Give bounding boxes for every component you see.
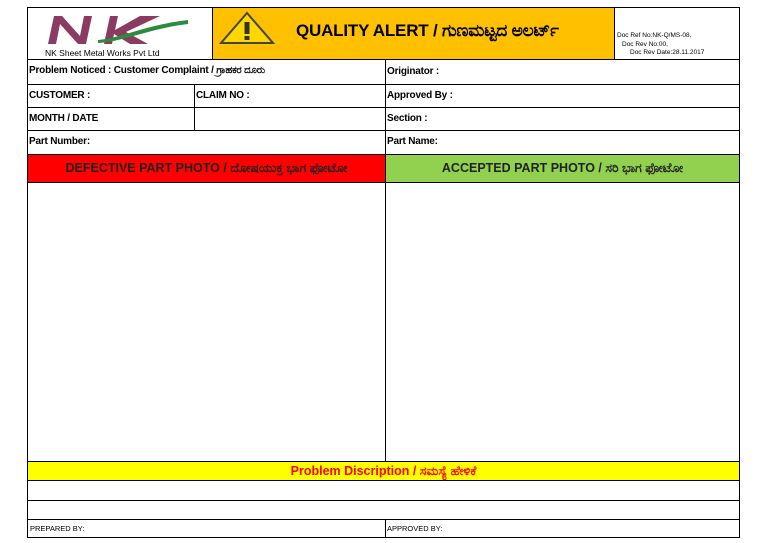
- originator-label: Originator :: [387, 66, 440, 77]
- prepared-by-label: PREPARED BY:: [30, 524, 85, 533]
- month-date-label: MONTH / DATE: [29, 113, 99, 124]
- defective-photo-label: DEFECTIVE PART PHOTO / ದೋಷಯುಕ್ತ ಭಾಗ ಫೋಟೋ: [65, 161, 348, 175]
- section-label: Section :: [387, 113, 428, 124]
- problem-description-line-1[interactable]: [28, 481, 739, 500]
- problem-description-line-2[interactable]: [28, 501, 739, 519]
- doc-rev-date: Doc Rev Date:28.11.2017: [630, 49, 705, 56]
- problem-noticed-label: Problem Noticed : Customer Complaint / ಗ್ರಾಹಕರ ದೂರು: [29, 65, 266, 76]
- customer-label: CUSTOMER :: [29, 90, 91, 101]
- part-name-label: Part Name:: [387, 136, 438, 147]
- approved-by-label: Approved By :: [387, 90, 453, 101]
- doc-rev-no: Doc Rev No:00,: [622, 41, 668, 48]
- claim-no-label: CLAIM NO :: [196, 90, 250, 101]
- footer-approved-by-label: APPROVED BY:: [387, 524, 443, 533]
- company-name: NK Sheet Metal Works Pvt Ltd: [45, 48, 160, 58]
- defective-photo-area[interactable]: [28, 183, 385, 461]
- accepted-photo-header: [386, 155, 739, 182]
- warning-icon: [218, 10, 276, 46]
- doc-ref: Doc Ref No:NK-Q/MS-08,: [617, 32, 692, 39]
- company-logo: [40, 10, 190, 46]
- accepted-photo-label: ACCEPTED PART PHOTO / ಸರಿ ಭಾಗ ಫೋಟೋ: [441, 161, 684, 175]
- part-number-label: Part Number:: [29, 136, 90, 147]
- accepted-photo-area[interactable]: [386, 183, 739, 461]
- defective-photo-header: [28, 155, 385, 182]
- problem-description-label: Problem Discription / ಸಮಸ್ಯೆ ಹೇಳಿಕೆ: [290, 463, 477, 478]
- problem-description-header: [28, 462, 739, 480]
- page-title: QUALITY ALERT / ಗುಣಮಟ್ಟದ ಅಲರ್ಟ್: [296, 21, 559, 40]
